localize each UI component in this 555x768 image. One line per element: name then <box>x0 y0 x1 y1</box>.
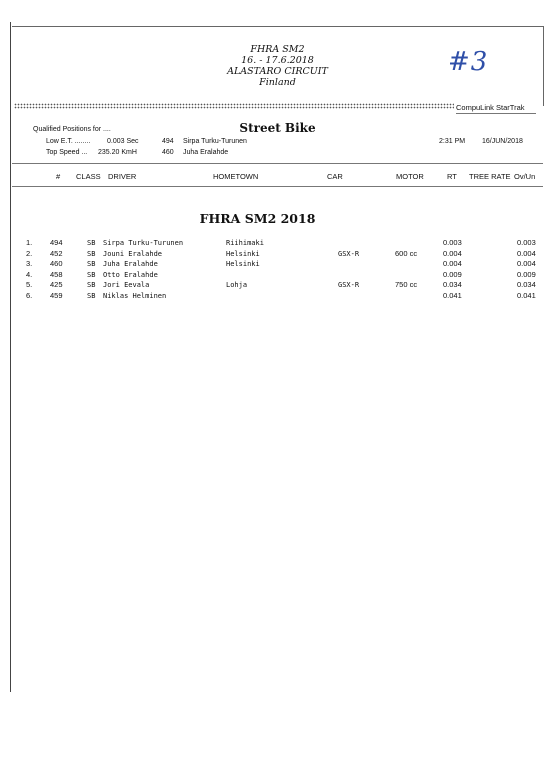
col-driver: DRIVER <box>108 172 137 181</box>
col-rt: RT <box>447 172 457 181</box>
low-et-label: Low E.T. ........ <box>46 138 91 145</box>
cell-cls: SB <box>87 291 96 300</box>
cell-rt: 0.003 <box>443 238 462 247</box>
software-underline <box>456 113 536 114</box>
event-venue: ALASTARO CIRCUIT <box>227 66 328 77</box>
cell-driver: Niklas Helminen <box>103 291 167 300</box>
col-motor: MOTOR <box>396 172 424 181</box>
cell-driver: Sirpa Turku-Turunen <box>103 239 184 247</box>
cell-cls: SB <box>87 281 96 289</box>
cell-ovun: 0.004 <box>517 259 536 268</box>
cell-pos: 5. <box>26 280 33 289</box>
cell-rt: 0.009 <box>443 269 462 279</box>
header-bottom-rule <box>12 186 543 187</box>
top-speed-label: Top Speed ... <box>46 149 88 156</box>
event-dates: 16. - 17.6.2018 <box>241 55 314 66</box>
cell-ovun: 0.003 <box>517 238 536 247</box>
event-name: FHRA SM2 <box>250 44 305 55</box>
table-row <box>0 270 555 280</box>
cell-driver: Jouni Eralahde <box>103 249 163 258</box>
cell-driver: Otto Eralahde <box>103 270 158 279</box>
table-row <box>0 259 555 269</box>
dotted-separator <box>14 103 454 109</box>
event-country: Finland <box>259 77 296 88</box>
cell-cls: SB <box>87 249 96 258</box>
cell-pos: 1. <box>26 238 33 247</box>
top-speed-driver: Juha Eralahde <box>183 149 229 156</box>
cell-car: GSX-R <box>338 249 360 258</box>
class-title: Street Bike <box>239 121 316 135</box>
col-number: # <box>56 172 61 181</box>
cell-ovun: 0.009 <box>517 269 536 279</box>
low-et-driver: Sirpa Turku-Turunen <box>183 138 247 145</box>
cell-pos: 6. <box>26 290 33 300</box>
handwritten-mark: #3 <box>448 47 489 77</box>
header-top-rule <box>12 163 543 164</box>
qualified-label: Qualified Positions for .... <box>33 126 111 133</box>
cell-cls: SB <box>87 270 96 279</box>
print-time: 2:31 PM <box>439 138 466 145</box>
cell-num: 452 <box>50 248 63 258</box>
cell-num: 459 <box>50 290 63 300</box>
cell-num: 458 <box>50 269 63 279</box>
col-car: CAR <box>327 172 343 181</box>
cell-ovun: 0.034 <box>517 280 536 289</box>
software-name: CompuLink StarTrak <box>456 103 525 112</box>
cell-car: GSX-R <box>338 281 360 289</box>
top-border-line <box>12 26 543 27</box>
cell-hometown: Helsinki <box>226 249 260 258</box>
cell-pos: 4. <box>26 269 33 279</box>
cell-hometown: Lohja <box>226 281 248 289</box>
cell-ovun: 0.004 <box>517 248 536 258</box>
top-speed-car: 460 <box>162 149 174 156</box>
col-tree-rate: TREE RATE <box>469 172 511 181</box>
top-speed-value: 235.20 KmH <box>98 149 137 156</box>
col-class: CLASS <box>76 172 101 181</box>
low-et-car: 494 <box>162 138 174 145</box>
cell-rt: 0.034 <box>443 280 462 289</box>
cell-rt: 0.041 <box>443 290 462 300</box>
cell-num: 460 <box>50 259 63 268</box>
table-row <box>0 249 555 259</box>
col-ov-un: Ov/Un <box>514 172 536 181</box>
cell-num: 425 <box>50 280 63 289</box>
cell-hometown: Helsinki <box>226 260 260 268</box>
cell-pos: 2. <box>26 248 33 258</box>
cell-num: 494 <box>50 238 63 247</box>
cell-rt: 0.004 <box>443 259 462 268</box>
table-row <box>0 280 555 290</box>
cell-pos: 3. <box>26 259 33 268</box>
cell-motor: 750 cc <box>395 280 418 289</box>
cell-driver: Jori Eevala <box>103 281 150 289</box>
cell-hometown: Riihimaki <box>226 239 264 247</box>
cell-cls: SB <box>87 239 96 247</box>
table-row <box>0 291 555 301</box>
print-date: 16/JUN/2018 <box>482 138 523 145</box>
section-title: FHRA SM2 2018 <box>199 211 316 226</box>
cell-rt: 0.004 <box>443 248 462 258</box>
cell-motor: 600 cc <box>395 248 418 258</box>
col-hometown: HOMETOWN <box>213 172 259 181</box>
low-et-value: 0.003 Sec <box>107 138 139 145</box>
table-row <box>0 238 555 248</box>
cell-ovun: 0.041 <box>517 290 536 300</box>
cell-driver: Juha Eralahde <box>103 260 158 268</box>
cell-cls: SB <box>87 260 96 268</box>
